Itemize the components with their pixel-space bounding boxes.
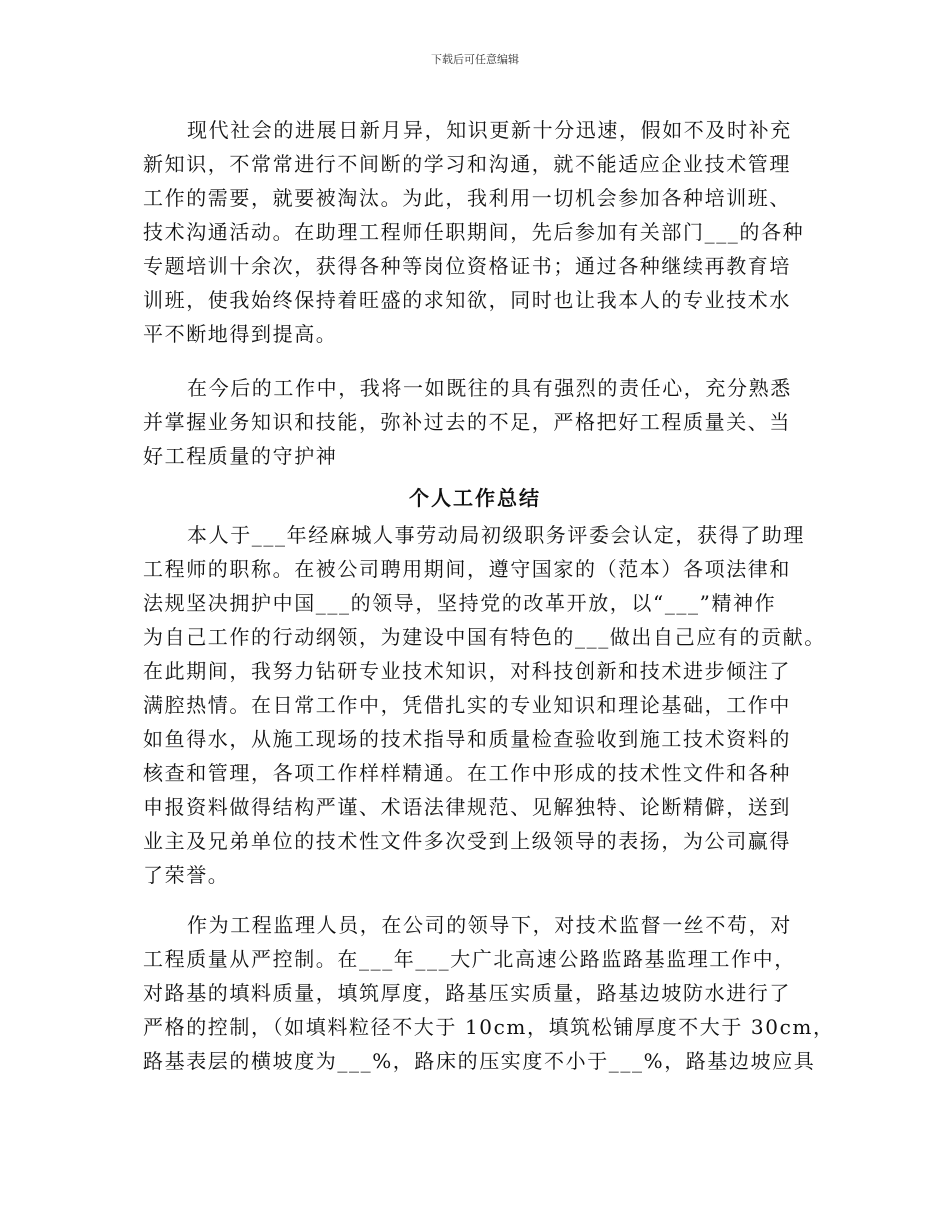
body-line: 在此期间，我努力钻研专业技术知识，对科技创新和技术进步倾注了 bbox=[143, 659, 791, 683]
body-line: 本人于___年经麻城人事劳动局初级职务评委会认定，获得了助理 bbox=[187, 523, 805, 547]
body-line: 满腔热情。在日常工作中，凭借扎实的专业知识和理论基础，工作中 bbox=[143, 693, 791, 717]
body-line: 为自己工作的行动纲领，为建设中国有特色的___做出自己应有的贡献。 bbox=[143, 625, 826, 649]
body-line: 核查和管理，各项工作样样精通。在工作中形成的技术性文件和各种 bbox=[143, 761, 791, 785]
body-line: 工程质量从严控制。在___年___大广北高速公路监路基监理工作中， bbox=[143, 947, 796, 971]
body-line: 法规坚决拥护中国___的领导，坚持党的改革开放，以“___”精神作 bbox=[143, 591, 777, 615]
body-line: 严格的控制，（如填料粒径不大于 10cm，填筑松铺厚度不大于 30cm， bbox=[143, 1015, 835, 1039]
body-line: 训班，使我始终保持着旺盛的求知欲，同时也让我本人的专业技术水 bbox=[143, 288, 791, 312]
body-line: 好工程质量的守护神 bbox=[143, 444, 338, 468]
body-line: 平不断地得到提高。 bbox=[143, 322, 338, 346]
body-line: 新知识，不常常进行不间断的学习和沟通，就不能适应企业技术管理 bbox=[143, 152, 791, 176]
body-line: 业主及兄弟单位的技术性文件多次受到上级领导的表扬，为公司赢得 bbox=[143, 829, 791, 853]
body-line: 路基表层的横坡度为___%，路床的压实度不小于___%，路基边坡应具 bbox=[143, 1049, 816, 1073]
body-line: 现代社会的进展日新月异，知识更新十分迅速，假如不及时补充 bbox=[187, 118, 792, 142]
body-line: 申报资料做得结构严谨、术语法律规范、见解独特、论断精僻，送到 bbox=[143, 795, 791, 819]
body-line: 并掌握业务知识和技能，弥补过去的不足，严格把好工程质量关、当 bbox=[143, 410, 791, 434]
section-title: 个人工作总结 bbox=[409, 486, 541, 510]
body-line: 技术沟通活动。在助理工程师任职期间，先后参加有关部门___的各种 bbox=[143, 220, 805, 244]
page-header: 下载后可任意编辑 bbox=[431, 53, 519, 66]
body-line: 作为工程监理人员，在公司的领导下，对技术监督一丝不苟，对 bbox=[187, 913, 792, 937]
body-line: 工程师的职称。在被公司聘用期间，遵守国家的（范本）各项法律和 bbox=[143, 557, 791, 581]
body-line: 工作的需要，就要被淘汰。为此，我利用一切机会参加各种培训班、 bbox=[143, 186, 791, 210]
body-line: 对路基的填料质量，填筑厚度，路基压实质量，路基边坡防水进行了 bbox=[143, 981, 791, 1005]
body-line: 专题培训十余次，获得各种等岗位资格证书；通过各种继续再教育培 bbox=[143, 254, 791, 278]
body-line: 在今后的工作中，我将一如既往的具有强烈的责任心，充分熟悉 bbox=[187, 376, 792, 400]
body-line: 了荣誉。 bbox=[143, 863, 230, 887]
body-line: 如鱼得水，从施工现场的技术指导和质量检查验收到施工技术资料的 bbox=[143, 727, 791, 751]
